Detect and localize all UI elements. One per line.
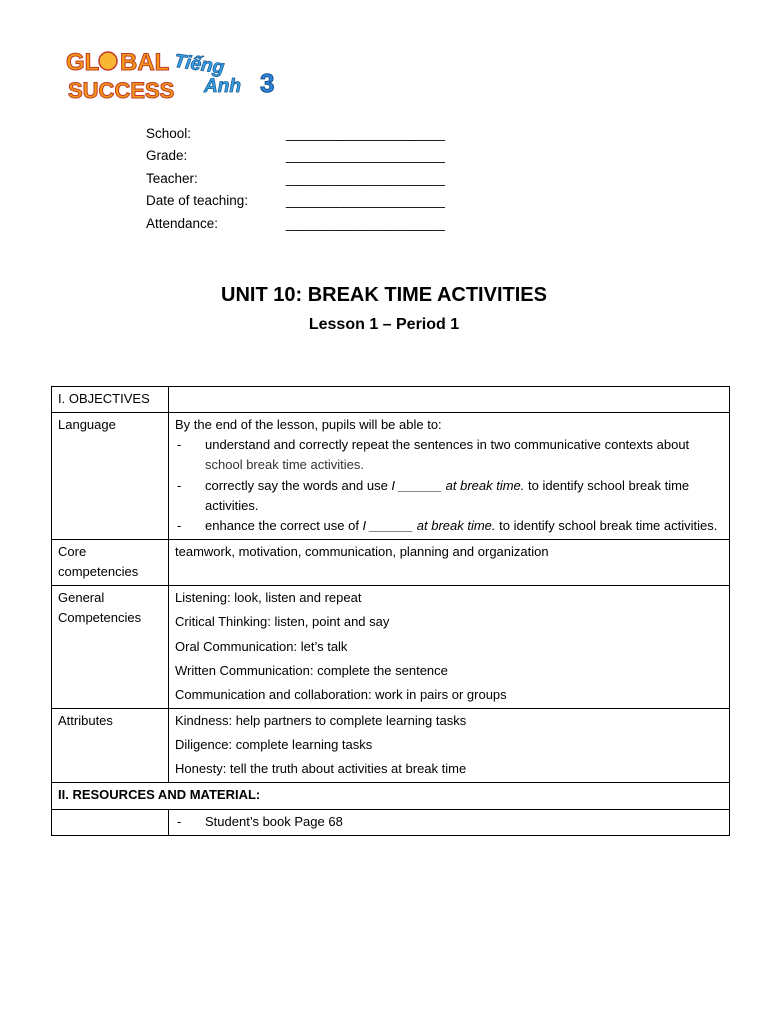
resources-content	[169, 809, 730, 835]
bullet-dash: -	[177, 813, 182, 829]
language-intro: By the end of the lesson, pupils will be able to:	[175, 417, 442, 433]
table-row-general	[52, 586, 730, 709]
svg-text:3: 3	[260, 68, 275, 98]
list-item: Honesty: tell the truth about activities at break time	[175, 761, 467, 777]
list-item	[175, 435, 723, 475]
svg-text:Anh: Anh	[204, 76, 241, 97]
general-competencies-content	[169, 586, 730, 709]
svg-text:GL: GL	[66, 49, 100, 76]
list-item: Communication and collaboration: work in pairs or groups	[175, 686, 507, 702]
list-item: Written Communication: complete the sentence	[175, 662, 448, 678]
list-item	[175, 516, 723, 536]
bullet-text-part: to identify school break time activities.	[495, 517, 718, 533]
info-row-grade	[146, 145, 445, 168]
svg-text:BAL: BAL	[120, 49, 170, 76]
logos	[64, 42, 304, 102]
teacher-info-block	[146, 122, 445, 235]
list-item: Critical Thinking: listen, point and say	[175, 614, 390, 630]
lesson-plan-table	[51, 386, 730, 836]
lesson-subtitle: Lesson 1 – Period 1	[308, 316, 460, 333]
svg-text:Tiếng: Tiếng	[172, 50, 226, 79]
info-label: Attendance:	[146, 215, 219, 231]
list-item: Kindness: help partners to complete learning tasks	[175, 712, 467, 728]
info-label: Teacher:	[146, 170, 198, 186]
bullet-dash: -	[177, 477, 182, 493]
bullet-text-italic: I ______ at break time.	[362, 517, 496, 533]
bullet-text-part: to identify school break time activities.	[205, 477, 690, 513]
unit-title: UNIT 10: BREAK TIME ACTIVITIES	[221, 284, 547, 306]
info-row-date	[146, 190, 445, 213]
table-row-objectives	[52, 387, 730, 413]
info-label: School:	[146, 125, 192, 141]
svg-text:SUCCESS: SUCCESS	[68, 78, 175, 103]
attributes-content	[169, 708, 730, 782]
general-competencies-label: General Competencies	[52, 586, 169, 709]
table-row-language	[52, 413, 730, 540]
bullet-text	[205, 476, 723, 516]
global-success-logo	[64, 44, 175, 103]
list-item	[175, 476, 723, 516]
language-content	[169, 413, 730, 540]
bullet-text	[205, 435, 723, 475]
table-row-core	[52, 539, 730, 585]
table-row-attributes	[52, 708, 730, 782]
info-label: Grade:	[146, 148, 188, 164]
info-blank-line: ______________________	[286, 193, 445, 209]
language-label: Language	[52, 413, 169, 540]
empty-cell	[169, 387, 730, 413]
info-blank-line: ______________________	[286, 215, 445, 231]
info-label: Date of teaching:	[146, 193, 249, 209]
list-item: Diligence: complete learning tasks	[175, 737, 373, 753]
core-competencies-value: teamwork, motivation, communication, planning and organization	[169, 539, 730, 585]
list-item: Oral Communication: let’s talk	[175, 638, 348, 654]
bullet-text-italic: I ______ at break time.	[391, 477, 525, 493]
core-competencies-label: Core competencies	[52, 539, 169, 585]
info-blank-line: ______________________	[286, 148, 445, 164]
info-blank-line: ______________________	[286, 170, 445, 186]
table-row-resources-header	[52, 783, 730, 809]
resources-header: II. RESOURCES AND MATERIAL:	[52, 783, 730, 809]
objectives-header: I. OBJECTIVES	[52, 387, 169, 413]
list-item: Listening: look, listen and repeat	[175, 590, 362, 606]
bullet-dash: -	[177, 517, 182, 533]
bullet-text-part: correctly say the words and use	[205, 477, 392, 493]
bullet-text-highlight: school break time activities.	[205, 457, 364, 473]
attributes-label: Attributes	[52, 708, 169, 782]
info-row-teacher	[146, 167, 445, 190]
list-item	[175, 812, 723, 832]
bullet-text-part: enhance the correct use of	[205, 517, 363, 533]
empty-cell	[52, 809, 169, 835]
bullet-text-part: understand and correctly repeat the sentences in two communicative contexts about	[205, 437, 690, 453]
bullet-text	[205, 516, 717, 536]
info-row-school	[146, 122, 445, 145]
info-row-attendance	[146, 212, 445, 235]
info-blank-line: ______________________	[286, 125, 445, 141]
table-row-resources	[52, 809, 730, 835]
tieng-anh-3-logo	[172, 52, 292, 96]
resources-item: Student’s book Page 68	[205, 813, 343, 829]
bullet-dash: -	[177, 437, 182, 453]
